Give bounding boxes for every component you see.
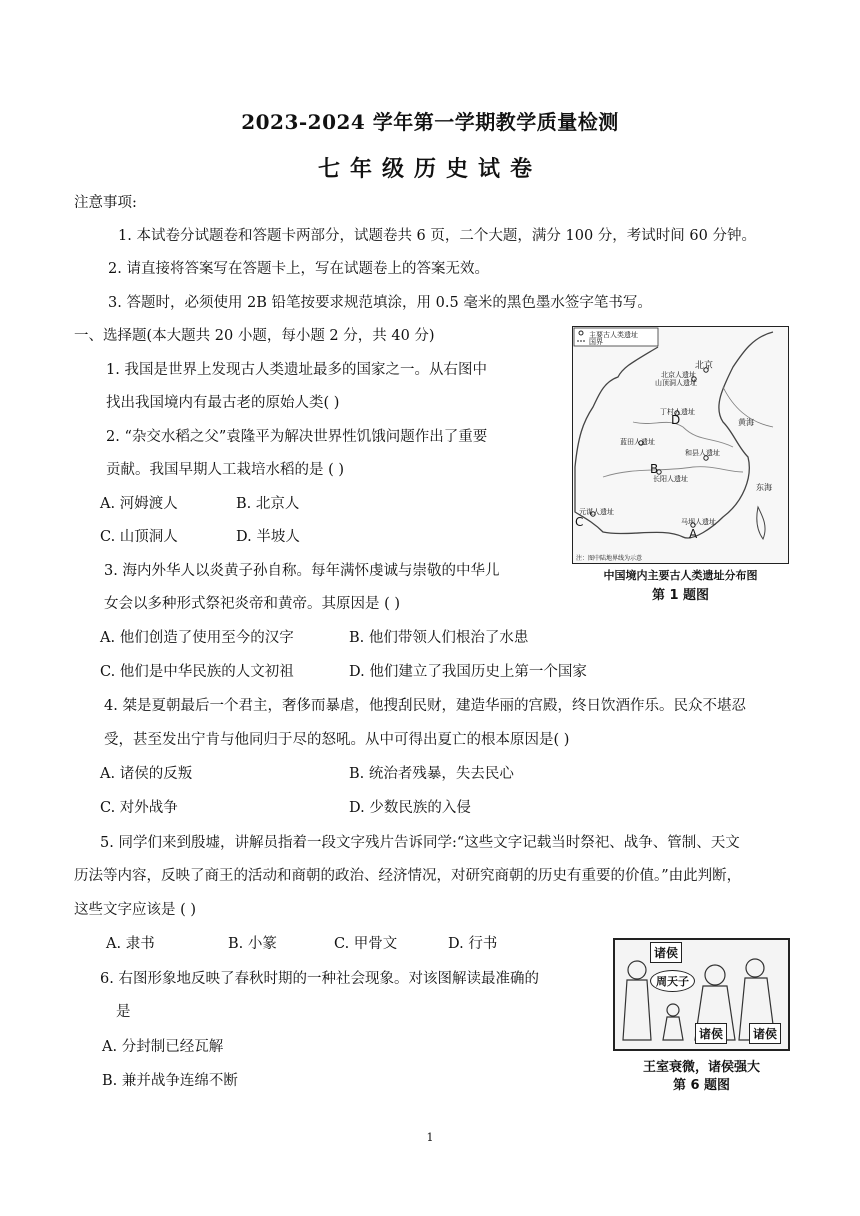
question-4-line-2: 受，甚至发出宁肯与他同归于尽的怒吼。从中可得出夏亡的根本原因是( ) [104,732,570,748]
notice-item-2: 2. 请直接将答案写在答题卡上，写在试题卷上的答案无效。 [108,261,489,277]
question-6-line-2: 是 [116,1004,131,1020]
map-label-yellow-sea: 黄海 [738,418,754,427]
question-4-option-a: A. 诸侯的反叛 [100,766,193,782]
question-3-option-b: B. 他们带领人们根治了水患 [349,630,529,646]
question-4-option-c: C. 对外战争 [100,800,178,816]
question-5-line-3: 这些文字应该是 ( ) [74,902,197,918]
cartoon-label-lord-3: 诸侯 [749,1023,781,1044]
question-4-line-1: 4. 桀是夏朝最后一个君主，奢侈而暴虐，他搜刮民财，建造华丽的宫殿，终日饮酒作乐。民众不堪忍 [104,698,746,714]
question-2-line-1: 2. “杂交水稻之父”袁隆平为解决世界性饥饿问题作出了重要 [106,429,488,445]
map-legend-border: 国界 [589,338,603,346]
cartoon-caption: 王室衰微，诸侯强大 [642,1060,760,1075]
question-3-line-2: 女会以多种形式祭祀炎帝和黄帝。其原因是 ( ) [104,596,401,612]
question-5-option-c: C. 甲骨文 [334,936,398,952]
page-number: 1 [426,1131,434,1144]
map-legend-sites: 主要古人类遗址 [589,331,638,339]
question-6-line-1: 6. 右图形象地反映了春秋时期的一种社会现象。对该图解读最准确的 [100,971,539,987]
question-3-option-d: D. 他们建立了我国历史上第一个国家 [349,664,587,680]
question-6-option-b: B. 兼并战争连绵不断 [102,1073,238,1089]
cartoon-label-lord-1: 诸侯 [650,942,682,963]
question-2-option-c: C. 山顶洞人 [100,529,178,545]
section-heading: 一、选择题(本大题共 20 小题，每小题 2 分，共 40 分) [74,328,435,344]
cartoon-label-lord-2: 诸侯 [695,1023,727,1044]
question-5-line-1: 5. 同学们来到殷墟，讲解员指着一段文字残片告诉同学:“这些文字记载当时祭祀、战争、管制、天文 [100,835,740,851]
question-3-option-a: A. 他们创造了使用至今的汉字 [100,630,294,646]
question-2-line-2: 贡献。我国早期人工栽培水稻的是 ( ) [106,462,345,478]
map-label-east-sea: 东海 [756,483,772,492]
question-4-option-d: D. 少数民族的入侵 [349,800,471,816]
question-2-option-a: A. 河姆渡人 [100,496,178,512]
cartoon-label-king: 周天子 [650,970,695,992]
question-5-line-2: 历法等内容，反映了商王的活动和商朝的政治、经济情况，对研究商朝的历史有重要的价值。”由此判断， [74,868,742,884]
map-label-dingcun: 丁村人遗址 [660,408,695,416]
question-1-line-2: 找出我国境内有最古老的原始人类( ) [106,395,340,411]
question-5-option-d: D. 行书 [448,936,498,952]
map-marker-a: A [689,527,698,541]
map-note: 注：图中陆地界线为示意 [576,555,643,562]
notice-heading: 注意事项: [74,195,137,211]
notice-item-3: 3. 答题时，必须使用 2B 铅笔按要求规范填涂，用 0.5 毫米的黑色墨水签字笔书写。 [108,295,652,311]
map-label-maba: 马坝人遗址 [681,518,716,526]
map-label-yuanmou: 元谋人遗址 [579,508,614,516]
question-2-option-b: B. 北京人 [236,496,300,512]
feudal-lords-cartoon [613,938,790,1051]
map-label-beijing: 北京 [695,361,714,371]
map-caption: 中国境内主要古人类遗址分布图 [603,569,758,582]
cartoon-figure-number: 第 6 题图 [672,1078,731,1093]
question-3-option-c: C. 他们是中华民族的人文初祖 [100,664,294,680]
page-subtitle: 七年级历史试卷 [317,156,542,182]
question-2-option-d: D. 半坡人 [236,529,300,545]
page-title: 2023-2024 学年第一学期教学质量检测 [241,110,619,134]
map-marker-d: D [671,413,681,427]
map-marker-b: B [650,462,659,476]
question-6-option-a: A. 分封制已经瓦解 [102,1039,224,1055]
question-5-option-a: A. 隶书 [106,936,155,952]
notice-item-1: 1. 本试卷分试题卷和答题卡两部分，试题卷共 6 页，二个大题，满分 100 分，考试时间 60 分钟。 [118,228,756,244]
question-1-line-1: 1. 我国是世界上发现古人类遗址最多的国家之一。从右图中 [106,362,487,378]
map-marker-c: C [575,515,584,529]
question-3-line-1: 3. 海内外华人以炎黄子孙自称。每年满怀虔诚与崇敬的中华儿 [104,563,500,579]
question-4-option-b: B. 统治者残暴，失去民心 [349,766,514,782]
question-5-option-b: B. 小篆 [228,936,277,952]
map-label-upper-cave: 山顶洞人遗址 [655,379,697,387]
map-label-changyang: 长阳人遗址 [653,475,688,483]
map-label-hexian: 和县人遗址 [685,449,720,457]
map-label-lantian: 蓝田人遗址 [620,438,655,446]
map-label-peking-man: 北京人遗址 [661,371,696,379]
ancient-sites-map [572,326,789,564]
map-figure-number: 第 1 题图 [651,588,710,603]
